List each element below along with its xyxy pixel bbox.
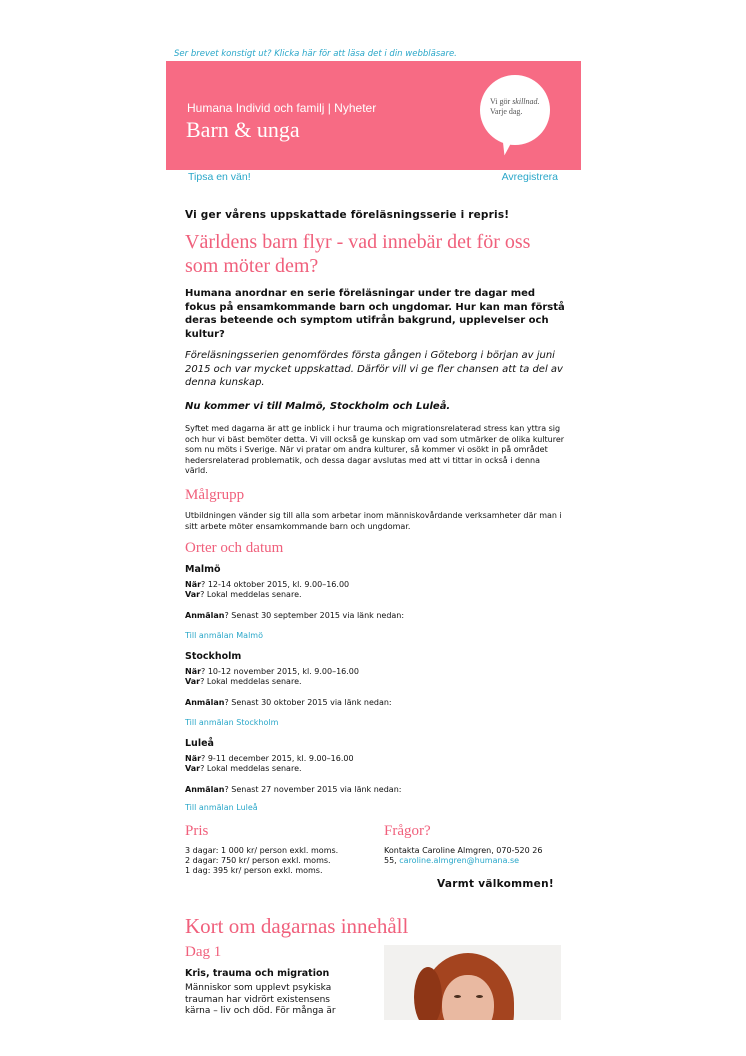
day1-line: kärna – liv och död. För många är xyxy=(185,1006,336,1016)
logo-tagline-c: Varje dag. xyxy=(490,107,523,116)
when-label: När xyxy=(185,667,202,676)
city-signup xyxy=(185,611,404,622)
day1-title: Kris, trauma och migration xyxy=(185,968,330,979)
where-label: Var xyxy=(185,590,201,599)
contact-line: Kontakta Caroline Almgren, 070-520 26 xyxy=(384,846,543,855)
price-heading: Pris xyxy=(185,823,209,839)
cities-announcement: Nu kommer vi till Malmö, Stockholm och Luleå. xyxy=(185,401,451,412)
signup-value: ? Senast 30 oktober 2015 via länk nedan: xyxy=(224,698,392,707)
city-where xyxy=(185,590,302,601)
price-line: 3 dagar: 1 000 kr/ person exkl. moms. xyxy=(185,846,339,855)
signup-label: Anmälan xyxy=(185,785,225,794)
speaker-photo xyxy=(384,945,561,1020)
photo-eye xyxy=(454,995,461,998)
signup-link-stockholm[interactable]: Till anmälan Stockholm xyxy=(185,718,279,727)
contact-email-link[interactable]: caroline.almgren@humana.se xyxy=(399,856,520,865)
target-text: Utbildningen vänder sig till alla som arbetar inom människovårdande verksamheter där man i sitt arbete möter ensamkommande barn och ungdomar. xyxy=(185,511,562,531)
signup-label: Anmälan xyxy=(185,698,225,707)
tip-friend-link[interactable]: Tipsa en vän! xyxy=(188,171,251,183)
preheader-link[interactable]: Ser brevet konstigt ut? Klicka här för att läsa det i din webbläsare. xyxy=(174,49,457,59)
speech-bubble-logo xyxy=(480,75,550,145)
day1-line: trauman har vidrört existensens xyxy=(185,994,330,1005)
where-label: Var xyxy=(185,677,201,686)
top-links xyxy=(188,171,558,183)
city-where xyxy=(185,677,302,688)
when-value: ? 12-14 oktober 2015, kl. 9.00–16.00 xyxy=(201,580,350,589)
city-where xyxy=(185,764,302,775)
when-value: ? 9-11 december 2015, kl. 9.00–16.00 xyxy=(201,754,354,763)
contact-phone-end: 55, xyxy=(384,856,400,865)
header-banner xyxy=(166,61,581,170)
where-value: ? Lokal meddelas senare. xyxy=(200,764,302,773)
signup-label: Anmälan xyxy=(185,611,225,620)
when-label: När xyxy=(185,580,202,589)
city-when xyxy=(185,754,354,765)
lead-heading: Vi ger vårens uppskattade föreläsningsserie i repris! xyxy=(185,209,510,221)
signup-link-malmo[interactable]: Till anmälan Malmö xyxy=(185,631,263,640)
when-value: ? 10-12 november 2015, kl. 9.00–16.00 xyxy=(201,667,359,676)
speech-bubble-tail xyxy=(495,131,515,156)
photo-hair-side xyxy=(414,967,442,1020)
banner-subtitle: Humana Individ och familj | Nyheter xyxy=(187,101,377,115)
italic-paragraph: Föreläsningsserien genomfördes första gången i Göteborg i början av juni 2015 och var mycket uppskattad. Därför vill vi ge fler chansen att ta del av denna kunskap. xyxy=(185,350,563,388)
price-line: 1 dag: 395 kr/ person exkl. moms. xyxy=(185,866,323,875)
logo-tagline xyxy=(490,97,540,117)
locations-heading: Orter och datum xyxy=(185,540,284,556)
contact-line-2 xyxy=(384,856,519,867)
city-when xyxy=(185,580,349,591)
where-value: ? Lokal meddelas senare. xyxy=(200,677,302,686)
when-label: När xyxy=(185,754,202,763)
photo-eye xyxy=(476,995,483,998)
main-headline: Världens barn flyr - vad innebär det för oss som möter dem? xyxy=(185,231,531,277)
logo-tagline-b: skillnad. xyxy=(512,97,540,106)
signup-link-lulea[interactable]: Till anmälan Luleå xyxy=(185,803,258,812)
city-name: Luleå xyxy=(185,738,214,749)
day1-text xyxy=(185,983,363,1018)
city-name: Stockholm xyxy=(185,651,242,662)
banner-title: Barn & unga xyxy=(186,117,300,142)
content-heading: Kort om dagarnas innehåll xyxy=(185,914,409,938)
signup-value: ? Senast 30 september 2015 via länk nedan: xyxy=(224,611,405,620)
intro-paragraph: Humana anordnar en serie föreläsningar under tre dagar med fokus på ensamkommande barn och ungdomar. Hur kan man förstå deras beteende och symptom utifrån bakgrund, upplevelser och kultur? xyxy=(185,288,565,340)
price-line: 2 dagar: 750 kr/ person exkl. moms. xyxy=(185,856,331,865)
city-name: Malmö xyxy=(185,564,221,575)
day1-heading: Dag 1 xyxy=(185,944,222,960)
logo-tagline-a: Vi gör xyxy=(490,97,513,106)
where-value: ? Lokal meddelas senare. xyxy=(200,590,302,599)
city-signup xyxy=(185,698,392,709)
where-label: Var xyxy=(185,764,201,773)
city-when xyxy=(185,667,359,678)
body-paragraph: Syftet med dagarna är att ge inblick i hur trauma och migrationsrelaterad stress kan yttra sig och hur vi bäst bemöter detta. Vi vill också ge kunskap om vad som utmärker de olika kulturer som nu möts i Sverige. När vi pratar om andra kulturer, så kommer vi osökt in på området hedersrelaterad problematik, och dessa dagar avslutas med att vi tittar in också i denna värld. xyxy=(185,424,565,475)
signup-value: ? Senast 27 november 2015 via länk nedan: xyxy=(224,785,402,794)
unsubscribe-link[interactable]: Avregistrera xyxy=(501,171,558,183)
welcome-text: Varmt välkommen! xyxy=(437,878,554,890)
target-heading: Målgrupp xyxy=(185,487,245,503)
city-signup xyxy=(185,785,401,796)
day1-line: Människor som upplevt psykiska xyxy=(185,983,332,993)
questions-heading: Frågor? xyxy=(384,823,431,839)
